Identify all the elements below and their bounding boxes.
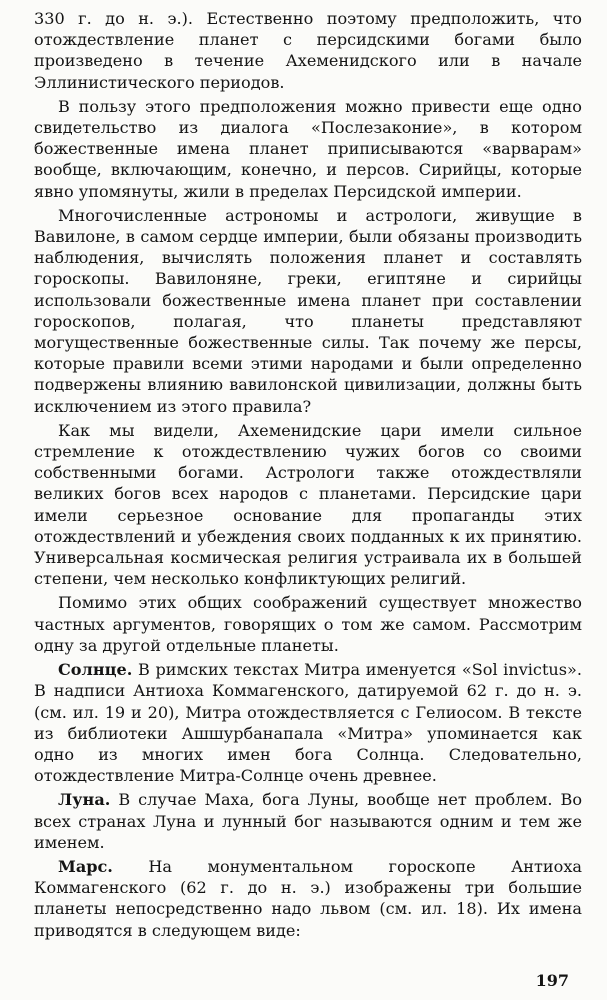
paragraph-text: 330 г. до н. э.). Естественно поэтому предположить, что отождествление планет с персидскими богами было произведено в течение Ахеменидского или в начале Эллинистического периодов.	[34, 9, 582, 92]
paragraph-moon	[34, 789, 582, 853]
paragraph-text: Как мы видели, Ахеменидские цари имели сильное стремление к отождествлению чужих богов со своими собственными богами. Астрологи также отождествляли великих богов всех народов с планетами. Персидские цари имели серьезное основание для пропаганды этих отождествлений и убеждения своих подданных к их принятию. Универсальная космическая религия устраивала их в большей степени, чем несколько конфликтующих религий.	[34, 420, 582, 589]
page-body-text	[34, 8, 582, 944]
term-moon: Луна.	[58, 790, 111, 810]
page-number: 197	[535, 971, 569, 990]
paragraph	[34, 592, 582, 656]
term-mars: Марс.	[58, 856, 113, 876]
paragraph	[34, 96, 582, 202]
paragraph-mars	[34, 856, 582, 941]
paragraph-sun	[34, 659, 582, 786]
paragraph-text: Многочисленные астрономы и астрологи, живущие в Вавилоне, в самом сердце империи, были обязаны производить наблюдения, вычислять положения планет и составлять гороскопы. Вавилоняне, греки, египтяне и сирийцы использовали божественные имена планет при составлении гороскопов, полагая, что планеты представляют могущественные божественные силы. Так почему же персы, которые правили всеми этими народами и были определенно подвержены влиянию вавилонской цивилизации, должны быть исключением из этого правила?	[34, 205, 582, 416]
paragraph-text: В пользу этого предположения можно привести еще одно свидетельство из диалога «Послезаконие», в котором божественные имена планет приписываются «варварам» вообще, включающим, конечно, и персов. Сирийцы, которые явно упомянуты, жили в пределах Персидской империи.	[34, 96, 582, 201]
paragraph-text: В римских текстах Митра именуется «Sol invictus». В надписи Антиоха Коммагенского, датируемой 62 г. до н. э. (см. ил. 19 и 20), Митра отождествляется с Гелиосом. В тексте из библиотеки Ашшурбанапала «Митра» упоминается как одно из многих имен бога Солнца. Следовательно, отождествление Митра-Солнце очень древнее.	[34, 660, 583, 786]
paragraph	[34, 205, 582, 417]
paragraph-text: В случае Маха, бога Луны, вообще нет проблем. Во всех странах Луна и лунный бог называются одним и тем же именем.	[34, 790, 583, 852]
paragraph-text: Помимо этих общих соображений существует множество частных аргументов, говорящих о том же самом. Рассмотрим одну за другой отдельные планеты.	[34, 593, 582, 655]
paragraph	[34, 420, 582, 590]
paragraph-continuation	[34, 8, 582, 93]
term-sun: Солнце.	[58, 660, 133, 680]
paragraph-text: На монументальном гороскопе Антиоха Коммагенского (62 г. до н. э.) изображены три большие планеты непосредственно надо львом (см. ил. 18). Их имена приводятся в следующем виде:	[34, 856, 582, 940]
